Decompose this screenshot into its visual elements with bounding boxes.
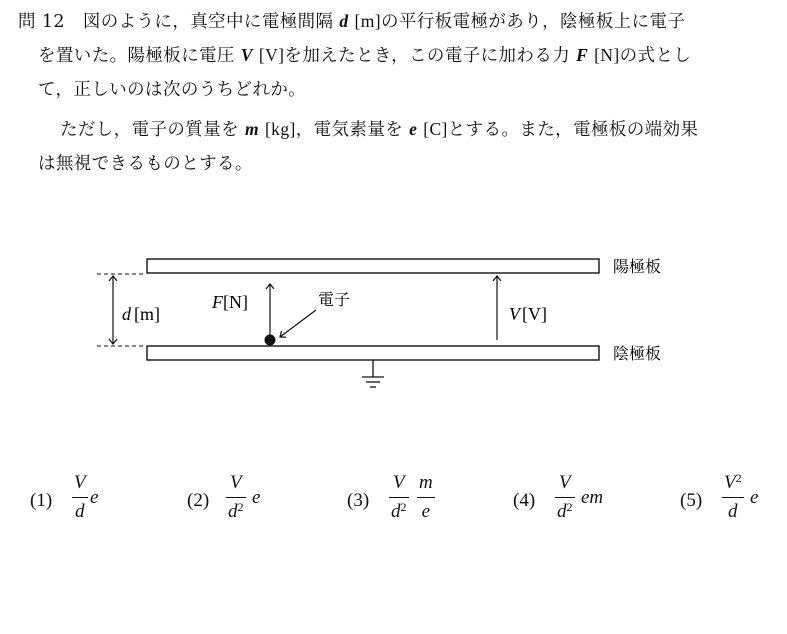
cathode-plate [147,346,599,360]
fraction-2: m e [419,472,433,523]
fraction: V d [74,472,86,523]
question-text: 図のように，真空中に電極間隔 [82,12,340,32]
question-text: て，正しいのは次のうちどれか。 [38,80,307,100]
anode-label: 陽極板 [613,257,662,276]
voltage-label: V [V] [509,304,547,324]
anode-plate [147,259,599,273]
electron-pointer-arrow [280,310,316,337]
unit-N: [N] [594,45,620,65]
question-number: 問 12 [18,12,65,32]
var-e: e [409,119,418,139]
unit-C: [C] [423,119,448,139]
fraction: $V^2$ d [724,471,742,523]
fraction: V $d^2$ [557,472,573,523]
cathode-label: 陰極板 [613,344,662,363]
var-m: m [244,119,259,139]
question-text: ，電気素量を [295,120,410,140]
question-text: を置いた。陽極板に電圧 [38,46,241,66]
question-text: の式とし [619,46,692,66]
unit-m: [m] [354,11,381,31]
electron-dot [265,335,276,346]
var-d: d [339,11,349,31]
electron-label: 電子 [318,290,351,309]
var-F: F [576,45,589,65]
question-text: の平行板電極があり，陰極板上に電子 [380,12,686,32]
force-label: F[N] [212,292,248,312]
question-text: とする。また，電極板の端効果 [447,120,699,140]
gap-label: d [m] [122,304,160,324]
var-V: V [240,45,253,65]
unit-V: [V] [258,45,285,65]
fraction: V $d^2$ [391,472,407,523]
ground-icon [362,360,384,387]
question-text: を加えたとき，この電子に加わる力 [284,46,577,66]
question-text: ただし，電子の質量を [60,120,245,140]
question-text: は無視できるものとする。 [38,154,253,174]
fraction: V $d^2$ [228,472,244,523]
unit-kg: [kg] [264,119,296,139]
